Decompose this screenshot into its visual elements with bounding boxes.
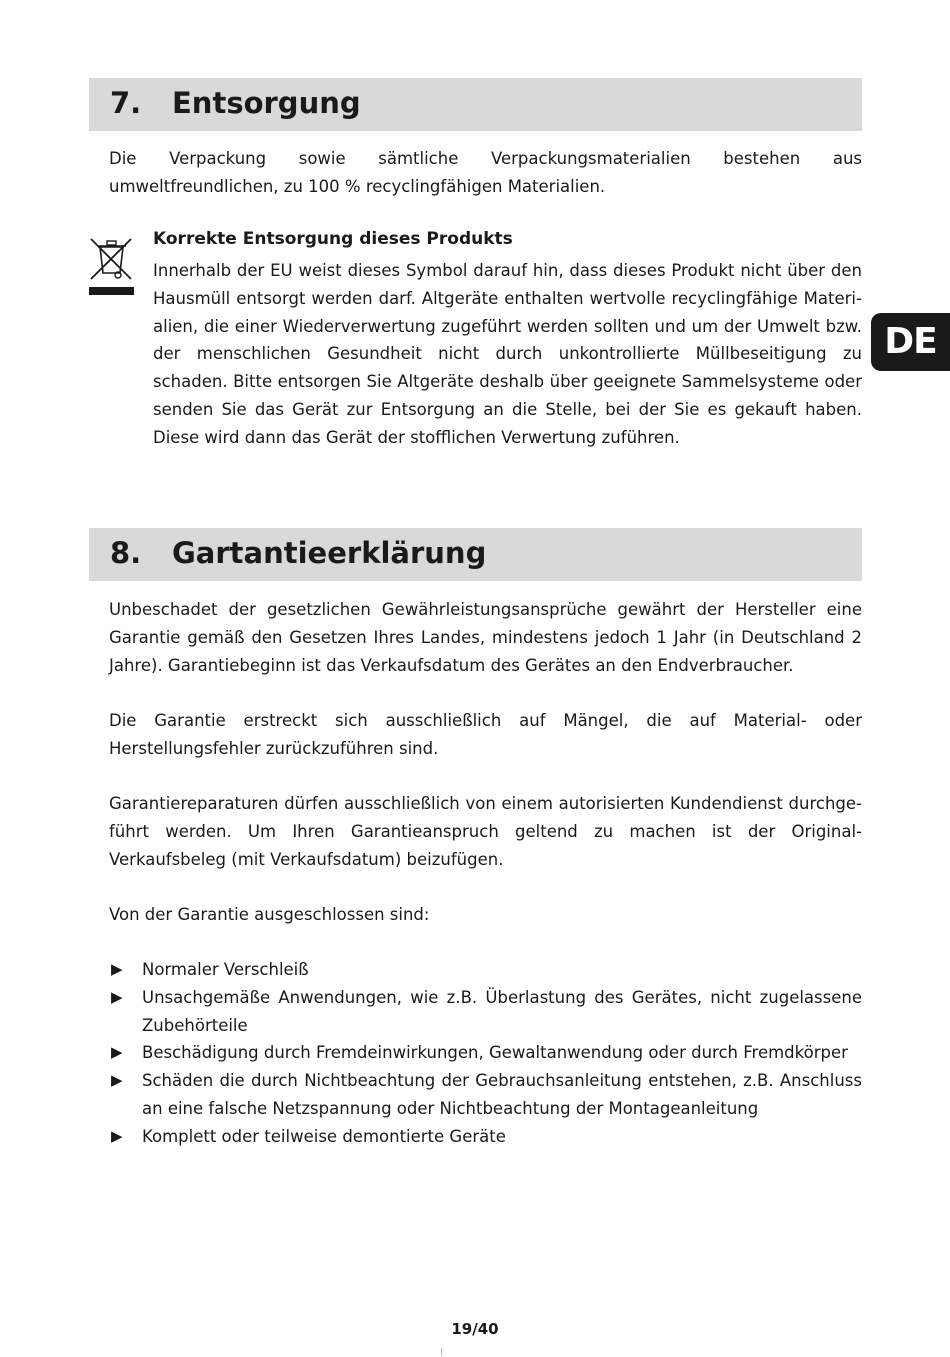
warranty-paragraph-3: Garantiereparaturen dürfen ausschließlich von einem autorisierten Kundendienst durchgeführt werden. Um Ihren Garantieanspruch geltend zu machen ist der Original-Verkaufsbeleg (mit Verkaufsdatum) beizufügen. bbox=[109, 794, 862, 869]
right-triangle-bullet-icon: ▶ bbox=[111, 960, 123, 978]
list-item bbox=[109, 1123, 862, 1151]
list-item bbox=[109, 984, 862, 1040]
list-item bbox=[109, 1039, 862, 1067]
list-item-text: Komplett oder teilweise demontierte Geräte bbox=[142, 1126, 506, 1146]
list-item-text: Normaler Verschleiß bbox=[142, 960, 309, 979]
crossed-out-wheeled-bin-icon bbox=[89, 235, 134, 297]
section-7-intro: Die Verpackung sowie sämtliche Verpackungsmaterialien bestehen aus umweltfreundlichen, zu 100 % recyclingfähigen Materialien. bbox=[109, 149, 862, 196]
crop-mark bbox=[441, 1348, 442, 1356]
list-item-text: Schäden die durch Nichtbeachtung der Gebrauchsanleitung entstehen, z.B. Anschluss an eine falsche Netzspannung oder Nichtbeachtung der Montageanleitung bbox=[142, 1071, 862, 1118]
exclusions-list bbox=[109, 956, 862, 1151]
right-triangle-bullet-icon: ▶ bbox=[111, 1126, 123, 1145]
right-triangle-bullet-icon: ▶ bbox=[111, 987, 123, 1006]
list-item-text: Unsachgemäße Anwendungen, wie z.B. Überlastung des Gerätes, nicht zugelassene Zubehörteile bbox=[142, 987, 862, 1035]
list-item bbox=[109, 956, 862, 984]
section-8-header bbox=[89, 528, 862, 581]
warranty-paragraph-1: Unbeschadet der gesetzlichen Gewährleistungsansprüche gewährt der Hersteller eine Garantie gemäß den Gesetzen Ihres Landes, mindestens jedoch 1 Jahr (in Deutschland 2 Jahre). Garantiebeginn ist das Verkaufsdatum des Gerätes an den Endverbraucher. bbox=[109, 600, 862, 675]
weee-heading: Korrekte Entsorgung dieses Produkts bbox=[153, 229, 513, 249]
warranty-paragraph-4: Von der Garantie ausgeschlossen sind: bbox=[109, 905, 430, 924]
page-number: 19/40 bbox=[451, 1320, 499, 1338]
section-7-number: 7. bbox=[110, 86, 142, 120]
section-7-header bbox=[89, 78, 862, 131]
right-triangle-bullet-icon: ▶ bbox=[111, 1043, 123, 1062]
warranty-paragraph-2: Die Garantie erstreckt sich ausschließlich auf Mängel, die auf Material- oder Herstellungsfehler zurückzuführen sind. bbox=[109, 711, 862, 758]
section-8-number: 8. bbox=[110, 536, 142, 570]
right-triangle-bullet-icon: ▶ bbox=[111, 1071, 123, 1090]
list-item bbox=[109, 1067, 862, 1123]
language-tab: DE bbox=[871, 313, 950, 371]
section-7-title: Entsorgung bbox=[172, 86, 361, 120]
list-item-text: Beschädigung durch Fremdeinwirkungen, Gewaltanwendung oder durch Fremdkörper bbox=[142, 1043, 848, 1063]
section-8-title: Gartantieerklärung bbox=[172, 536, 487, 570]
weee-text: Innerhalb der EU weist dieses Symbol darauf hin, dass dieses Produkt nicht über den Hausmüll entsorgt werden darf. Altgeräte enthalten wertvolle recyclingfähige Materialien, die einer Wiederverwertung zugeführt werden sollten und um der Umwelt bzw. der menschlichen Gesundheit nicht durch unkontrollierte Müllbeseitigung zu schaden. Bitte entsorgen Sie Altgeräte deshalb über geeignete Sammelsysteme oder senden Sie das Gerät zur Entsorgung an die Stelle, bei der Sie es gekauft haben. Diese wird dann das Gerät der stofflichen Verwertung zuführen. bbox=[153, 261, 862, 447]
